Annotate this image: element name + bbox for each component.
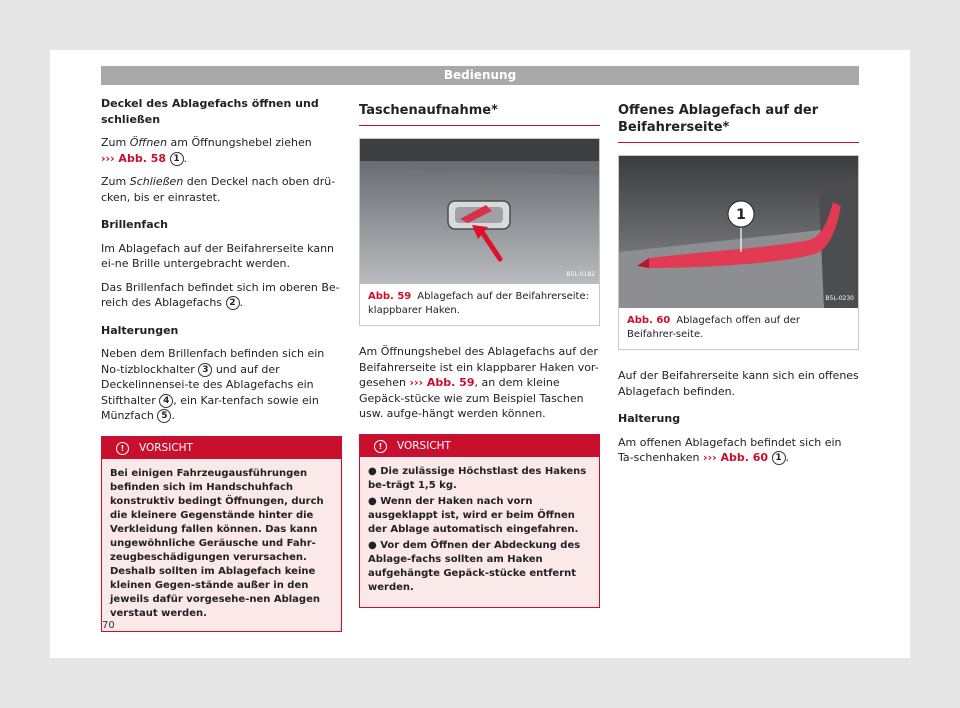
- caution-header: ! VORSICHT: [102, 437, 341, 459]
- figure-link-58[interactable]: ››› Abb. 58: [101, 151, 167, 165]
- caution-box: [101, 436, 342, 632]
- paragraph-haken: Am Öffnungshebel des Ablagefachs auf der Beifahrerseite ist ein klappbarer Haken vor-gesehen ››› Abb. 59, an dem kleine Gepäck-stücke wie zum Beispiel Taschen usw. aufge-hängt werden können.: [359, 345, 599, 420]
- callout-marker: 1: [772, 451, 786, 465]
- heading-taschenaufnahme: Taschenaufnahme*: [359, 102, 600, 126]
- figure-59: [359, 138, 600, 326]
- figure-label: Abb. 59: [368, 291, 412, 302]
- bullet-icon: ●: [368, 539, 377, 551]
- caution-list: [360, 457, 599, 607]
- figure-caption: Abb. 59 Ablagefach auf der Beifahrerseite: klappbarer Haken.: [368, 291, 589, 316]
- caution-text: Bei einigen Fahrzeugausführungen befinden sich im Handschuhfach konstruktiv bedingt Öffnungen, durch die kleinere Gegenstände hinter die Verkleidung fallen können. Das kann ungewöhnliche Geräusche und Fahr-zeugbeschädigungen verursachen. Deshalb sollten im Ablagefach keine kleinen Gegen-stände außer in den jeweils dafür vorgesehe-nen Ablagen verstaut werden.: [102, 459, 341, 631]
- figure-link-59[interactable]: ››› Abb. 59: [409, 376, 475, 389]
- paragraph-schliessen: Zum Schließen den Deckel nach oben drü-cken, bis er einrastet.: [101, 175, 336, 204]
- open-tray-image: [619, 156, 858, 308]
- callout-marker: 1: [170, 152, 184, 166]
- figure-link-60[interactable]: ››› Abb. 60: [703, 451, 769, 464]
- callout-marker: 4: [159, 394, 173, 408]
- heading-halterung: Halterung: [618, 412, 681, 425]
- callout-marker: 2: [226, 296, 240, 310]
- exclamation-circle-icon: !: [116, 442, 129, 455]
- column-middle: [359, 96, 600, 608]
- caution-item: ● Die zulässige Höchstlast des Hakens be-trägt 1,5 kg.: [368, 465, 587, 491]
- callout-marker: 5: [157, 409, 171, 423]
- figure-code: B5L-0230: [825, 294, 854, 302]
- heading-offenes-ablagefach: Offenes Ablagefach auf der Beifahrerseite*: [618, 102, 859, 143]
- paragraph-brille: Im Ablagefach auf der Beifahrerseite kann ei-ne Brille untergebracht werden.: [101, 241, 335, 270]
- open-tray-illustration: [619, 156, 858, 308]
- caution-box: [359, 434, 600, 608]
- figure-code: B5L-0182: [566, 270, 595, 278]
- page-number: 70: [102, 620, 115, 631]
- manual-page: [50, 50, 910, 658]
- heading-deckel: Deckel des Ablagefachs öffnen und schließen: [101, 97, 319, 126]
- caution-header: ! VORSICHT: [360, 435, 599, 457]
- bullet-icon: ●: [368, 465, 377, 477]
- caution-item: ● Wenn der Haken nach vorn ausgeklappt ist, wird er beim Öffnen der Ablage automatisch eingefahren.: [368, 495, 579, 535]
- exclamation-circle-icon: !: [374, 440, 387, 453]
- column-left: [101, 96, 342, 632]
- glovebox-hook-image: [360, 139, 599, 284]
- figure-60: [618, 155, 859, 350]
- figure-caption: Abb. 60 Ablagefach offen auf der Beifahrer-seite.: [627, 315, 800, 340]
- figure-callout-1: 1: [736, 207, 746, 223]
- paragraph-halterungen: Neben dem Brillenfach befinden sich ein No-tizblockhalter 3 und auf der Deckelinnensei-te des Ablagefachs ein Stifthalter 4 , ein Kar-tenfach sowie ein Münzfach 5 .: [101, 347, 325, 422]
- paragraph-offenes-fach: Auf der Beifahrerseite kann sich ein offenes Ablagefach befinden.: [618, 369, 859, 398]
- callout-marker: 3: [198, 363, 212, 377]
- paragraph-taschenhaken: Am offenen Ablagefach befindet sich ein Ta-schenhaken ››› Abb. 60 1 .: [618, 435, 842, 464]
- paragraph-brillenfach-lage: Das Brillenfach befindet sich im oberen Be-reich des Ablagefachs 2 .: [101, 280, 340, 309]
- column-right: [618, 96, 859, 474]
- figure-label: Abb. 60: [627, 315, 671, 326]
- caution-item: ● Vor dem Öffnen der Abdeckung des Ablage-fachs sollten am Haken aufgehängte Gepäck-stücke entfernt werden.: [368, 539, 581, 593]
- bullet-icon: ●: [368, 495, 377, 507]
- section-header: Bedienung: [101, 66, 859, 85]
- paragraph-oeffnen: Zum Öffnen am Öffnungshebel ziehen ››› Abb. 58 1 .: [101, 136, 312, 165]
- heading-halterungen: Halterungen: [101, 323, 179, 337]
- heading-brillenfach: Brillenfach: [101, 218, 168, 231]
- glovebox-hook-illustration: [360, 139, 599, 284]
